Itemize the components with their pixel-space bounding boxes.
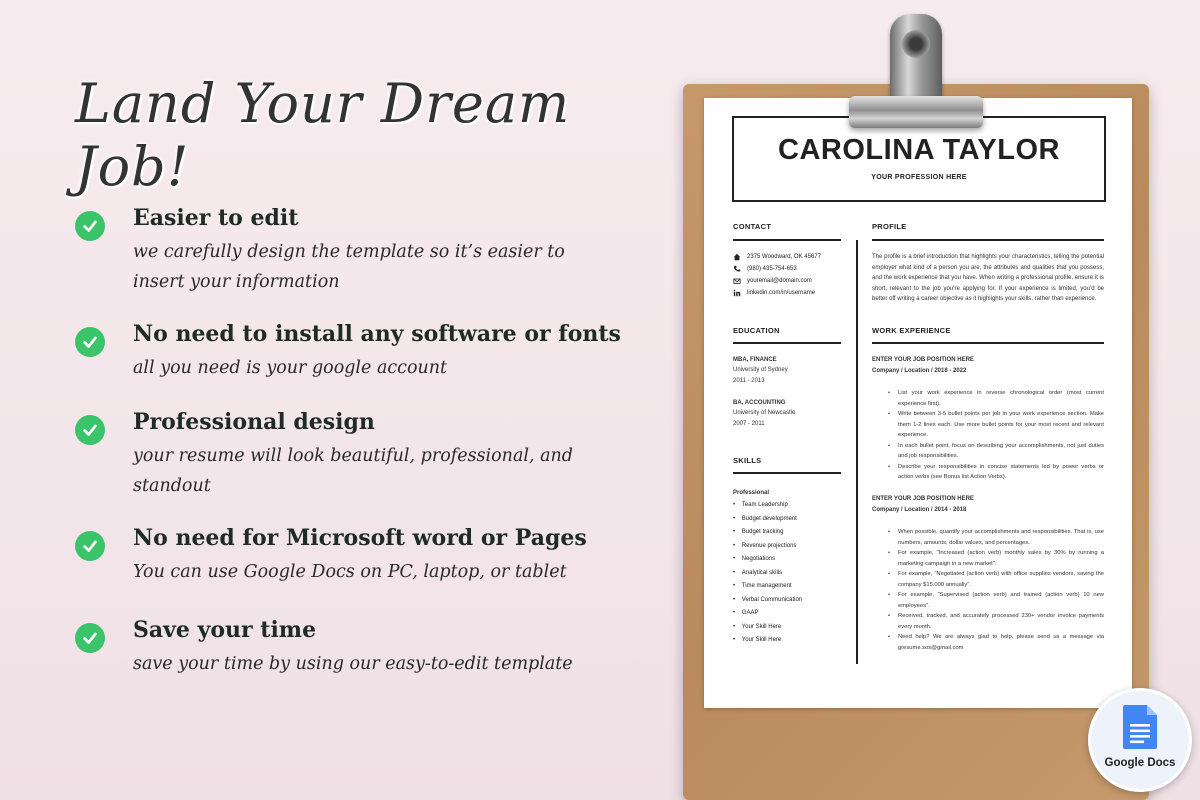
job-bullet: • List your work experience in reverse chronological order (most current experience first). bbox=[888, 388, 1104, 409]
job-bullet: • Write between 3-5 bullet points per job in your work experience section. Make them 1-2 lines each. Use more bullet points for your most recent and relevant experience. bbox=[888, 409, 1104, 441]
job-meta: Company / Location / 2014 - 2018 bbox=[872, 507, 967, 513]
contact-text: (980) 435-754-653 bbox=[747, 266, 797, 272]
phone-icon bbox=[733, 265, 741, 273]
resume-name: CAROLINA TAYLOR bbox=[778, 134, 1060, 166]
profile-text: The profile is a brief introduction that highlights your characteristics, telling the potential employer what kind of a person you are, the attributes and qualities that you possess, and the work experience that you have. When writing a professional profile, ensure it is short, relevant to the job you’re applying for. If your experience is limited, you’d be better off writing a career objective as it highlights your skills, rather than experience. bbox=[872, 254, 1104, 302]
resume-page bbox=[704, 98, 1132, 708]
education-heading: EDUCATION bbox=[733, 326, 780, 335]
home-icon bbox=[733, 253, 741, 261]
divider bbox=[733, 342, 841, 344]
job-bullets bbox=[888, 527, 1104, 653]
job-bullet: • When possible, quantify your accomplishments and responsibilities. That is, use numbers, amounts, dollar values, and percentages. bbox=[888, 527, 1104, 548]
job-position: ENTER YOUR JOB POSITION HERE bbox=[872, 357, 974, 363]
google-docs-badge bbox=[1088, 688, 1192, 792]
education-degree: MBA, FINANCE bbox=[733, 357, 777, 363]
job-position: ENTER YOUR JOB POSITION HERE bbox=[872, 496, 974, 502]
skill-item: • Time management bbox=[733, 583, 792, 589]
feature-description: we carefully design the template so it’s easier to insert your information bbox=[133, 242, 565, 292]
feature-description: your resume will look beautiful, professional, and standout bbox=[133, 446, 574, 496]
check-icon bbox=[75, 531, 105, 561]
job-bullet: • In each bullet point, focus on describing your accomplishments, not just duties and job responsibilities. bbox=[888, 441, 1104, 462]
check-icon bbox=[75, 415, 105, 445]
divider bbox=[872, 239, 1104, 241]
skill-item: • Negotiations bbox=[733, 556, 776, 562]
feature-description: save your time by using our easy-to-edit template bbox=[133, 654, 573, 674]
contact-heading: CONTACT bbox=[733, 222, 772, 231]
email-icon bbox=[733, 277, 741, 285]
education-school: University of Newcastle bbox=[733, 410, 796, 416]
skills-heading: SKILLS bbox=[733, 456, 762, 465]
job-bullets bbox=[888, 388, 1104, 483]
column-divider bbox=[856, 240, 858, 664]
job-bullet: • For example, "Supervised (action verb) and trained (action verb) 10 new employees". bbox=[888, 590, 1104, 611]
check-icon bbox=[75, 211, 105, 241]
education-years: 2011 - 2013 bbox=[733, 378, 765, 384]
clip-hole bbox=[902, 30, 930, 58]
job-meta: Company / Location / 2018 - 2022 bbox=[872, 368, 967, 374]
job-bullet: • For example, "Negotiated (action verb) with office supplies vendors, saving the company $15.000 annually". bbox=[888, 569, 1104, 590]
job-bullet: • For example, "Increased (action verb) monthly sales by 30% by running a marketing campaign in a new market". bbox=[888, 548, 1104, 569]
contact-linkedin bbox=[733, 289, 815, 297]
divider bbox=[872, 342, 1104, 344]
education-degree: BA, ACCOUNTING bbox=[733, 400, 786, 406]
skill-item: • Budget tracking bbox=[733, 529, 784, 535]
name-box bbox=[732, 116, 1106, 202]
feature-title: No need for Microsoft word or Pages bbox=[133, 525, 587, 551]
headline: Land Your Dream Job! bbox=[75, 72, 571, 198]
skills-group: Professional bbox=[733, 490, 770, 496]
contact-text: 2375 Woodward, OK 45677 bbox=[747, 254, 821, 260]
profile-heading: PROFILE bbox=[872, 222, 907, 231]
skill-item: • GAAP bbox=[733, 610, 759, 616]
google-docs-icon bbox=[1123, 705, 1157, 749]
check-icon bbox=[75, 623, 105, 653]
feature-description: You can use Google Docs on PC, laptop, or tablet bbox=[133, 562, 567, 582]
contact-email bbox=[733, 277, 812, 285]
job-bullet: • Describe your responsibilities in concise statements led by power verbs or action verbs (see Bonus list Action Verbs). bbox=[888, 462, 1104, 483]
resume-profession: YOUR PROFESSION HERE bbox=[871, 174, 967, 181]
skill-item: • Analytical skills bbox=[733, 569, 783, 576]
feature-description: all you need is your google account bbox=[133, 358, 448, 378]
linkedin-icon bbox=[733, 289, 741, 297]
clip-lever bbox=[890, 14, 942, 102]
feature-title: Easier to edit bbox=[133, 205, 299, 231]
feature-title: No need to install any software or fonts bbox=[133, 321, 621, 347]
feature-title: Professional design bbox=[133, 409, 375, 435]
skill-item: • Verbal Communication bbox=[733, 596, 803, 603]
skill-item: • Your Skill Here bbox=[733, 637, 782, 643]
skill-item: • Budget development bbox=[733, 515, 797, 522]
contact-text: youremail@domain.com bbox=[747, 278, 812, 284]
contact-address bbox=[733, 253, 821, 261]
divider bbox=[733, 239, 841, 241]
contact-text: linkedin.com/in/username bbox=[747, 290, 816, 296]
job-bullet: • Need help? We are always glad to help, please send us a message via gresume.sos@gmail.com bbox=[888, 632, 1104, 653]
skill-item: • Your Skill Here bbox=[733, 623, 782, 630]
divider bbox=[733, 472, 841, 474]
skill-item: • Revenue projections bbox=[733, 542, 797, 549]
feature-title: Save your time bbox=[133, 617, 317, 643]
education-school: University of Sydney bbox=[733, 367, 788, 373]
contact-phone bbox=[733, 265, 797, 273]
skill-item: • Team Leadership bbox=[733, 502, 788, 508]
education-years: 2007 - 2011 bbox=[733, 421, 765, 427]
job-bullet: • Received, tracked, and accurately processed 230+ vendor invoice payments every month. bbox=[888, 611, 1104, 632]
work-heading: WORK EXPERIENCE bbox=[872, 326, 951, 335]
google-docs-label: Google Docs bbox=[1104, 757, 1176, 769]
clip-base bbox=[849, 96, 983, 128]
check-icon bbox=[75, 327, 105, 357]
